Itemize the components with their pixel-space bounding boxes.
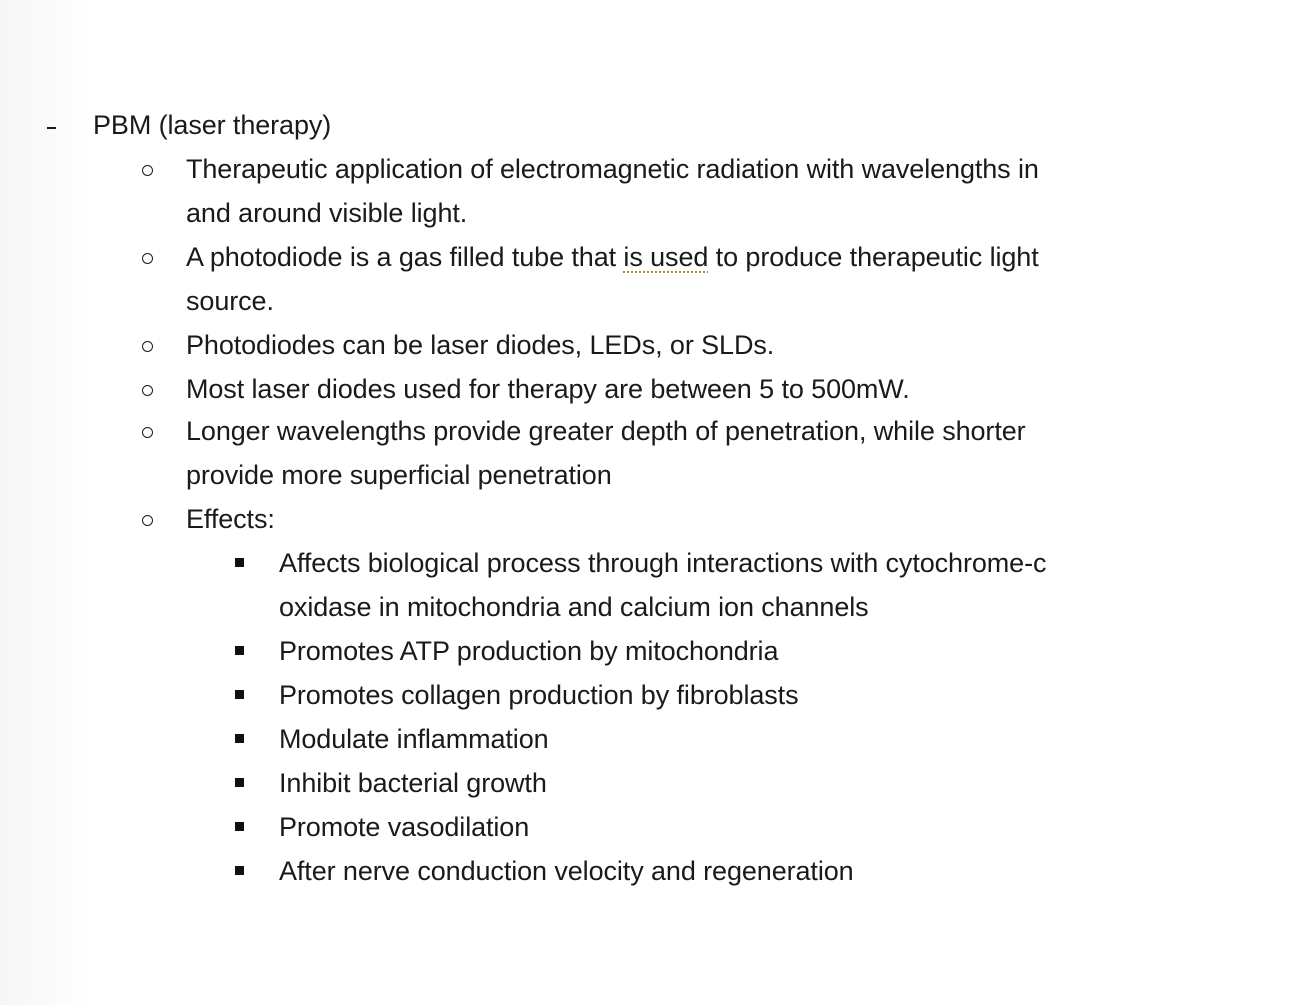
list-item-line: Effects: <box>186 504 275 534</box>
effect-item-line: Modulate inflammation <box>279 724 549 754</box>
list-item-text: A photodiode is a gas filled tube that <box>186 242 624 272</box>
effect-item-line: Affects biological process through interactions with cytochrome-c <box>279 548 1047 578</box>
grammar-flag[interactable]: is used <box>623 242 709 272</box>
effect-item-line: Promotes ATP production by mitochondria <box>279 636 779 666</box>
list-item-line: Most laser diodes used for therapy are between 5 to 500mW. <box>186 374 910 404</box>
square-bullet <box>235 690 244 699</box>
effect-item-line: oxidase in mitochondria and calcium ion channels <box>279 592 869 622</box>
list-item-line: and around visible light. <box>186 198 468 228</box>
list-item-line: Photodiodes can be laser diodes, LEDs, or SLDs. <box>186 330 775 360</box>
square-bullet <box>235 822 244 831</box>
list-item-line: Longer wavelengths provide greater depth of penetration, while shorter <box>186 416 1026 446</box>
list-item-line: provide more superficial penetration <box>186 460 612 490</box>
square-bullet <box>235 646 244 655</box>
list-item-line: Therapeutic application of electromagnetic radiation with wavelengths in <box>186 154 1039 184</box>
circle-bullet <box>142 385 153 396</box>
effect-item-line: After nerve conduction velocity and regeneration <box>279 856 854 886</box>
list-item-text: to produce therapeutic light <box>708 242 1039 272</box>
square-bullet <box>235 866 244 875</box>
effect-item-line: Promote vasodilation <box>279 812 530 842</box>
square-bullet <box>235 558 244 567</box>
dash-bullet <box>47 127 56 129</box>
circle-bullet <box>142 515 153 526</box>
effect-item-line: Inhibit bacterial growth <box>279 768 547 798</box>
list-item-line: source. <box>186 286 274 316</box>
circle-bullet <box>142 253 153 264</box>
heading-item: PBM (laser therapy) <box>93 110 332 140</box>
square-bullet <box>235 778 244 787</box>
circle-bullet <box>142 427 153 438</box>
square-bullet <box>235 734 244 743</box>
circle-bullet <box>142 341 153 352</box>
list-item-line <box>186 235 1039 279</box>
effect-item-line: Promotes collagen production by fibroblasts <box>279 680 799 710</box>
circle-bullet <box>142 165 153 176</box>
